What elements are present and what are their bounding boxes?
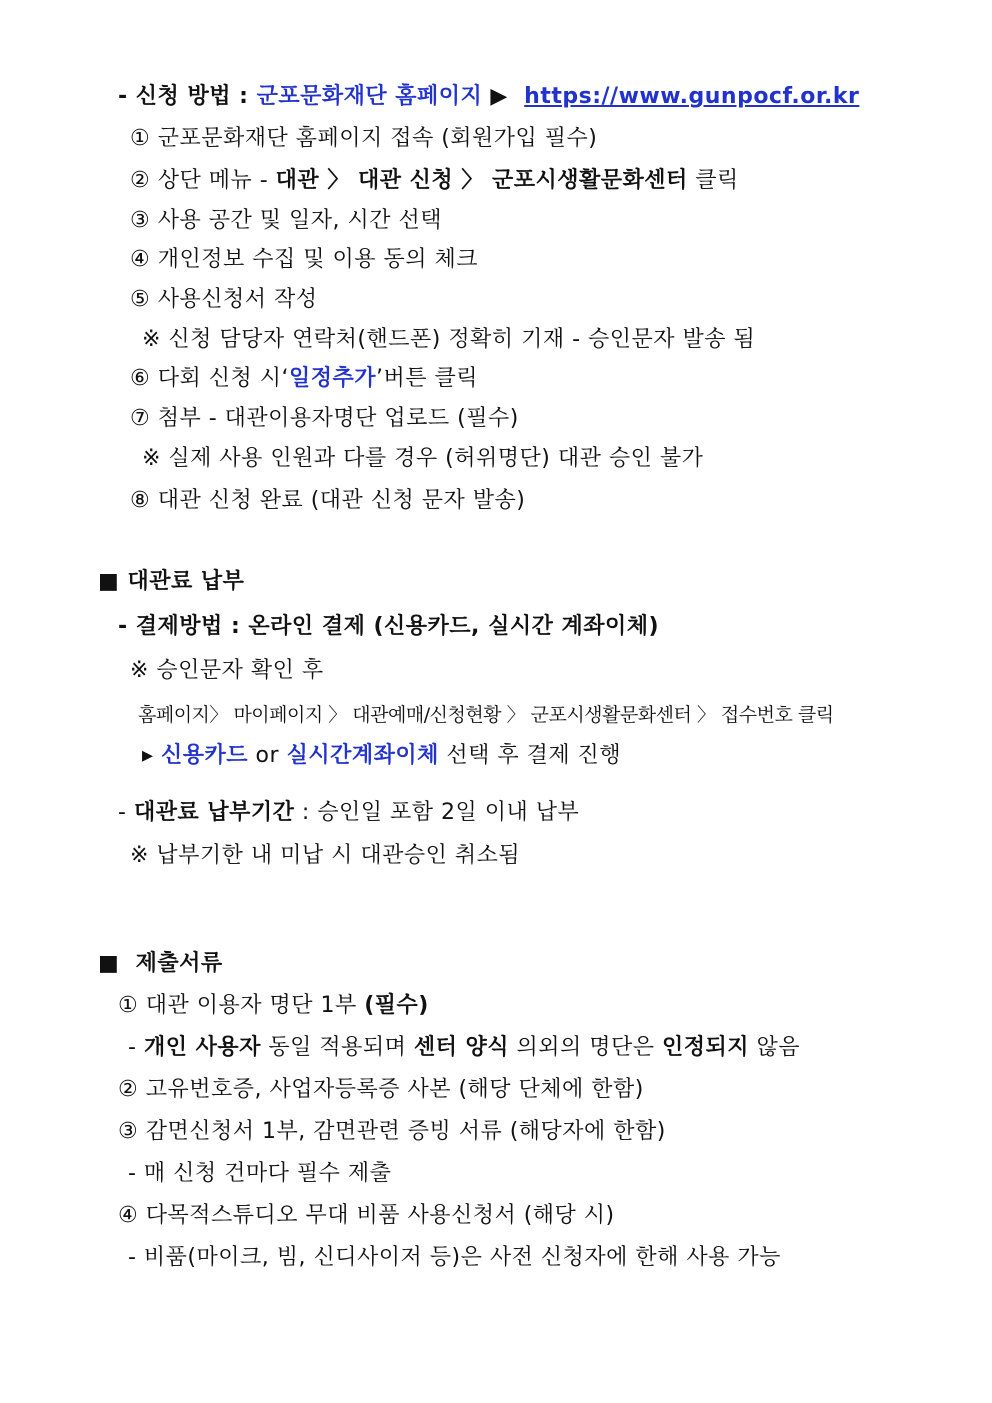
doc-2: ② 고유번호증, 사업자등록증 사본 (해당 단체에 한함)	[118, 1077, 644, 1102]
credit-card-text: 신용카드	[161, 743, 249, 768]
step-8: ⑧ 대관 신청 완료 (대관 신청 문자 발송)	[130, 488, 526, 513]
step-6-prefix: ⑥ 다회 신청 시‘	[130, 366, 289, 391]
doc-4-note: - 비품(마이크, 빔, 신디사이저 등)은 사전 신청자에 한해 사용 가능	[128, 1245, 781, 1270]
period-value: : 승인일 포함 2일 이내 납부	[294, 800, 580, 825]
payment-method: - 결제방법 : 온라인 결제 (신용카드, 실시간 계좌이체)	[118, 614, 660, 639]
mypage-path: 홈페이지〉 마이페이지 〉 대관예매/신청현황 〉 군포시생활문화센터 〉 접수번호 클릭	[138, 704, 834, 726]
step-2-prefix: ② 상단 메뉴 -	[130, 168, 276, 193]
step-6-suffix: ’버튼 클릭	[375, 366, 478, 391]
or-text: or	[248, 743, 287, 768]
payment-select	[142, 741, 621, 771]
select-suffix: 선택 후 결제 진행	[438, 743, 622, 768]
step-5: ⑤ 사용신청서 작성	[130, 287, 318, 312]
payment-period	[118, 798, 579, 828]
not-accepted: 인정되지	[662, 1035, 750, 1060]
doc-1-text: ① 대관 이용자 명단 1부	[118, 993, 365, 1018]
payment-note: ※ 승인문자 확인 후	[130, 658, 324, 683]
step-6	[130, 364, 478, 394]
doc-4: ④ 다목적스튜디오 무대 비품 사용신청서 (해당 시)	[118, 1203, 615, 1228]
doc-1-note	[128, 1033, 800, 1063]
step-2-suffix: 클릭	[687, 168, 739, 193]
method-line	[118, 82, 859, 112]
step-5-note: ※ 신청 담당자 연락처(핸드폰) 정확히 기재 - 승인문자 발송 됨	[142, 327, 756, 352]
docs-heading: ■ 제출서류	[98, 951, 223, 976]
realtime-transfer-text: 실시간계좌이체	[286, 743, 439, 768]
step-7: ⑦ 첨부 - 대관이용자명단 업로드 (필수)	[130, 406, 519, 431]
individual-user: 개인 사용자	[143, 1035, 261, 1060]
doc-1-note-d: 의외의 명단은	[509, 1035, 663, 1060]
menu-path: 대관 〉 대관 신청 〉 군포시생활문화센터	[275, 168, 688, 193]
doc-3-note: - 매 신청 건마다 필수 제출	[128, 1161, 392, 1186]
method-label: - 신청 방법 :	[118, 84, 257, 109]
schedule-add-text: 일정추가	[288, 366, 376, 391]
step-7-note: ※ 실제 사용 인원과 다를 경우 (허위명단) 대관 승인 불가	[142, 446, 704, 471]
step-2	[130, 166, 739, 196]
period-dash: -	[118, 800, 134, 825]
doc-1-note-b: 동일 적용되며	[260, 1035, 414, 1060]
fee-heading: ■ 대관료 납부	[98, 569, 245, 594]
period-note: ※ 납부기한 내 미납 시 대관승인 취소됨	[130, 843, 521, 868]
site-name: 군포문화재단 홈페이지	[256, 84, 483, 109]
bullet-icon: ▸	[142, 743, 162, 768]
step-3: ③ 사용 공간 및 일자, 시간 선택	[130, 208, 442, 233]
center-form: 센터 양식	[413, 1035, 510, 1060]
doc-3: ③ 감면신청서 1부, 감면관련 증빙 서류 (해당자에 한함)	[118, 1119, 666, 1144]
step-1: ① 군포문화재단 홈페이지 접속 (회원가입 필수)	[130, 126, 598, 151]
doc-1-required: (필수)	[364, 993, 429, 1018]
doc-1-note-dash: -	[128, 1035, 144, 1060]
site-link[interactable]: https://www.gunpocf.or.kr	[524, 84, 860, 109]
doc-1	[118, 991, 429, 1021]
doc-1-note-f: 않음	[749, 1035, 801, 1060]
step-4: ④ 개인정보 수집 및 이용 동의 체크	[130, 247, 478, 272]
arrow-icon: ▶	[482, 84, 525, 109]
period-label: 대관료 납부기간	[133, 800, 295, 825]
